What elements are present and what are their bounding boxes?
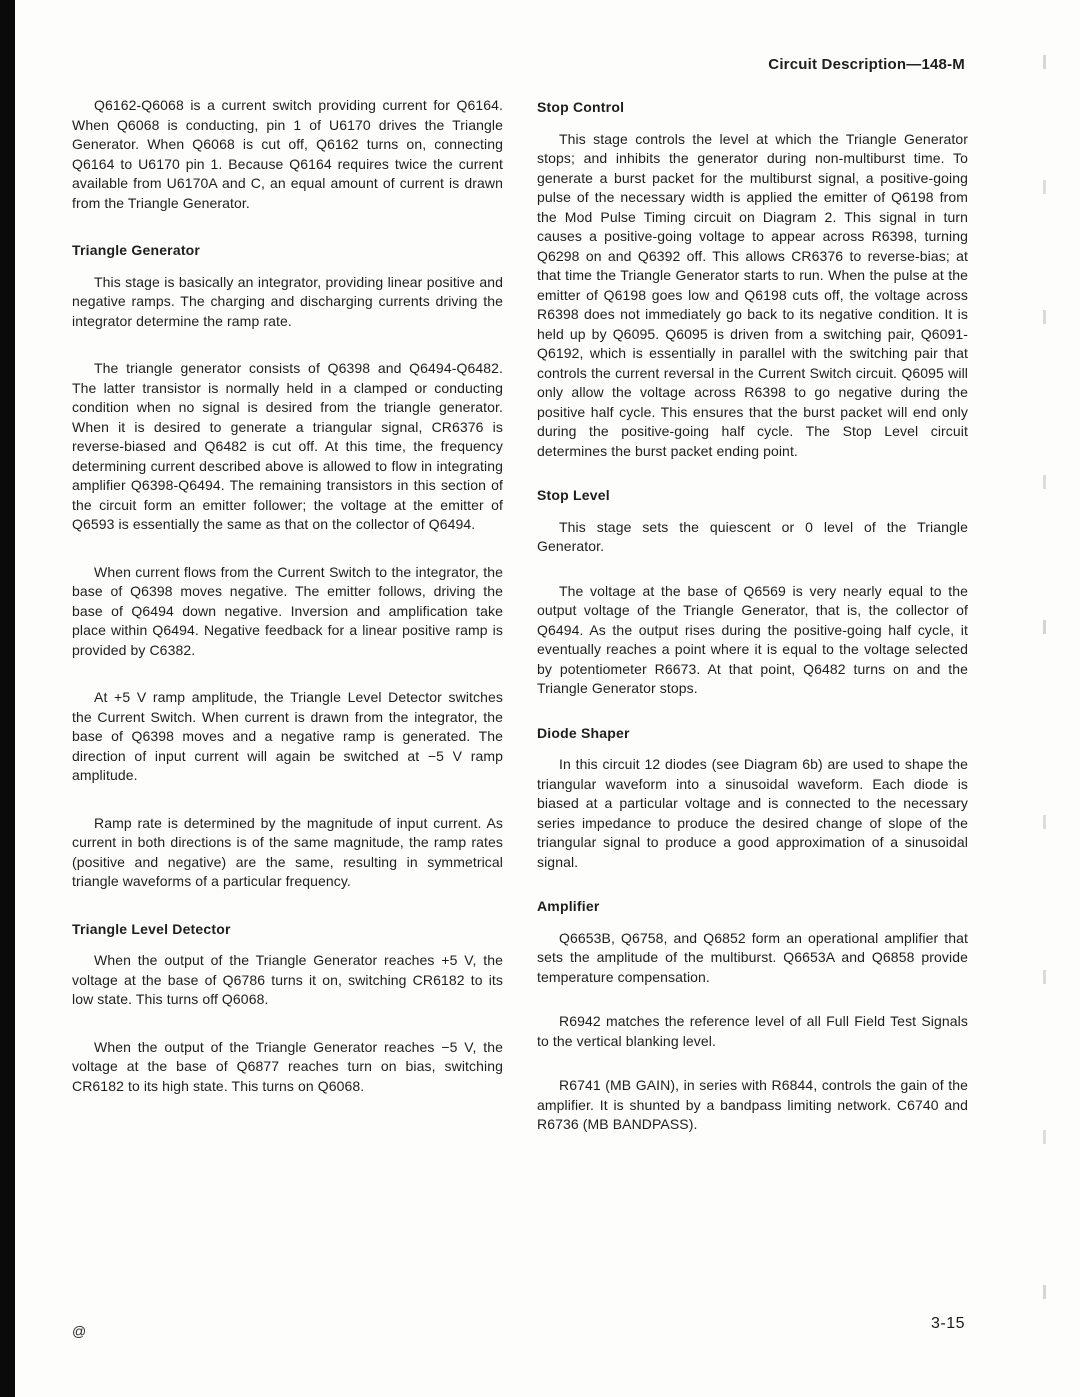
right-edge-scan-artifacts xyxy=(1043,55,1046,69)
section-heading-triangle-level-detector: Triangle Level Detector xyxy=(72,920,231,937)
paragraph: When the output of the Triangle Generator reaches −5 V, the voltage at the base of Q6877 reaches turn on bias, switching CR6182 to its high state. This turns on Q6068. xyxy=(72,1038,503,1094)
page-header xyxy=(768,56,965,73)
paragraph: This stage sets the quiescent or 0 level of the Triangle Generator. xyxy=(537,518,968,554)
paragraph: Ramp rate is determined by the magnitude of input current. As current in both directions is of the same magnitude, the ramp rates (positive and negative) are the same, resulting in symmetrical triangle waveforms of a particular frequency. xyxy=(72,814,503,889)
left-edge-scan-artifact xyxy=(0,0,15,1397)
paragraph: At +5 V ramp amplitude, the Triangle Level Detector switches the Current Switch. When current is drawn from the integrator, the base of Q6398 moves and a negative ramp is generated. The direction of input current will again be switched at −5 V ramp amplitude. xyxy=(72,689,503,783)
paragraph: The voltage at the base of Q6569 is very nearly equal to the output voltage of the Triangle Generator, that is, the collector of Q6494. As the output rises during the positive-going half cycle, it eventually reaches a point where it is equal to the voltage selected by potentiometer R6673. At that point, Q6482 turns on and the Triangle Generator stops. xyxy=(537,582,968,696)
section-heading-diode-shaper: Diode Shaper xyxy=(537,724,630,741)
column-left xyxy=(72,96,503,1160)
paragraph: When the output of the Triangle Generator reaches +5 V, the voltage at the base of Q6786 turns it on, switching CR6182 to its low state. This turns off Q6068. xyxy=(72,952,503,1007)
paragraph: R6942 matches the reference level of all Full Field Test Signals to the vertical blanking level. xyxy=(537,1013,968,1049)
paragraph: This stage controls the level at which the Triangle Generator stops; and inhibits the generator during non-multiburst time. To generate a burst packet for the multiburst signal, a positive-going pulse of the necessary width is applied the emitter of Q6198 from the Mod Pulse Timing circuit on Diagram 2. This signal in turn causes a positive-going voltage to appear across R6398, turning Q6298 on and Q6392 off. This allows CR6376 to reverse-bias; at that time the Triangle Generator starts to run. When the pulse at the emitter of Q6198 goes low and Q6198 cuts off, the voltage across R6398 does not immediately go back to its negative condition. It is held up by Q6095. Q6095 is driven from a switching pair, Q6091-Q6192, which is essentially in parallel with the switching pair that controls the current reversal in the Current Switch circuit. Q6095 will only allow the voltage across R6398 to go negative during the positive half cycle. This ensures that the burst packet will end only during the positive-going half cycle. The Stop Level circuit determines the burst packet ending point. xyxy=(537,130,968,459)
column-right xyxy=(537,96,968,1160)
section-heading-stop-level: Stop Level xyxy=(537,487,610,503)
paragraph: When current flows from the Current Switch to the integrator, the base of Q6398 moves negative. The emitter follows, driving the base of Q6494 down negative. Inversion and amplification take place within Q6494. Negative feedback for a linear positive ramp is provided by C6382. xyxy=(72,563,503,658)
page-number: 3-15 xyxy=(930,1315,965,1332)
printer-mark: @ xyxy=(72,1323,87,1339)
section-heading-triangle-generator: Triangle Generator xyxy=(72,242,201,258)
page-header-title: Circuit Description—148-M xyxy=(768,56,965,73)
paragraph: In this circuit 12 diodes (see Diagram 6b) are used to shape the triangular waveform into a sinusoidal waveform. Each diode is biased at a particular voltage and is connected to the necessary series impedance to produce the desired change of slope of the triangular signal to produce a good approximation of a sinusoidal signal. xyxy=(537,756,968,870)
paragraph: Q6653B, Q6758, and Q6852 form an operational amplifier that sets the amplitude of the multiburst. Q6653A and Q6858 provide temperature compensation. xyxy=(537,929,968,985)
paragraph: R6741 (MB GAIN), in series with R6844, controls the gain of the amplifier. It is shunted by a bandpass limiting network. C6740 and R6736 (MB BANDPASS). xyxy=(537,1077,968,1132)
page-content xyxy=(72,96,968,1160)
paragraph: This stage is basically an integrator, providing linear positive and negative ramps. The charging and discharging currents driving the integrator determine the ramp rate. xyxy=(72,273,503,329)
paragraph: The triangle generator consists of Q6398 and Q6494-Q6482. The latter transistor is normally held in a clamped or conducting condition when no signal is desired from the triangle generator. When it is desired to generate a triangular signal, CR6376 is reverse-biased and Q6482 is cut off. At this time, the frequency determining current described above is allowed to flow in integrating amplifier Q6398-Q6494. The remaining transistors in this section of the circuit form an emitter follower; the voltage at the emitter of Q6593 is essentially the same as that on the collector of Q6494. xyxy=(72,360,503,532)
paragraph: Q6162-Q6068 is a current switch providing current for Q6164. When Q6068 is conducting, pin 1 of U6170 drives the Triangle Generator. When Q6068 is cut off, Q6162 turns on, connecting Q6164 to U6170 pin 1. Because Q6164 requires twice the current available from U6170A and C, an equal amount of current is drawn from the Triangle Generator. xyxy=(72,97,503,211)
section-heading-stop-control: Stop Control xyxy=(537,99,625,115)
section-heading-amplifier: Amplifier xyxy=(537,898,600,914)
